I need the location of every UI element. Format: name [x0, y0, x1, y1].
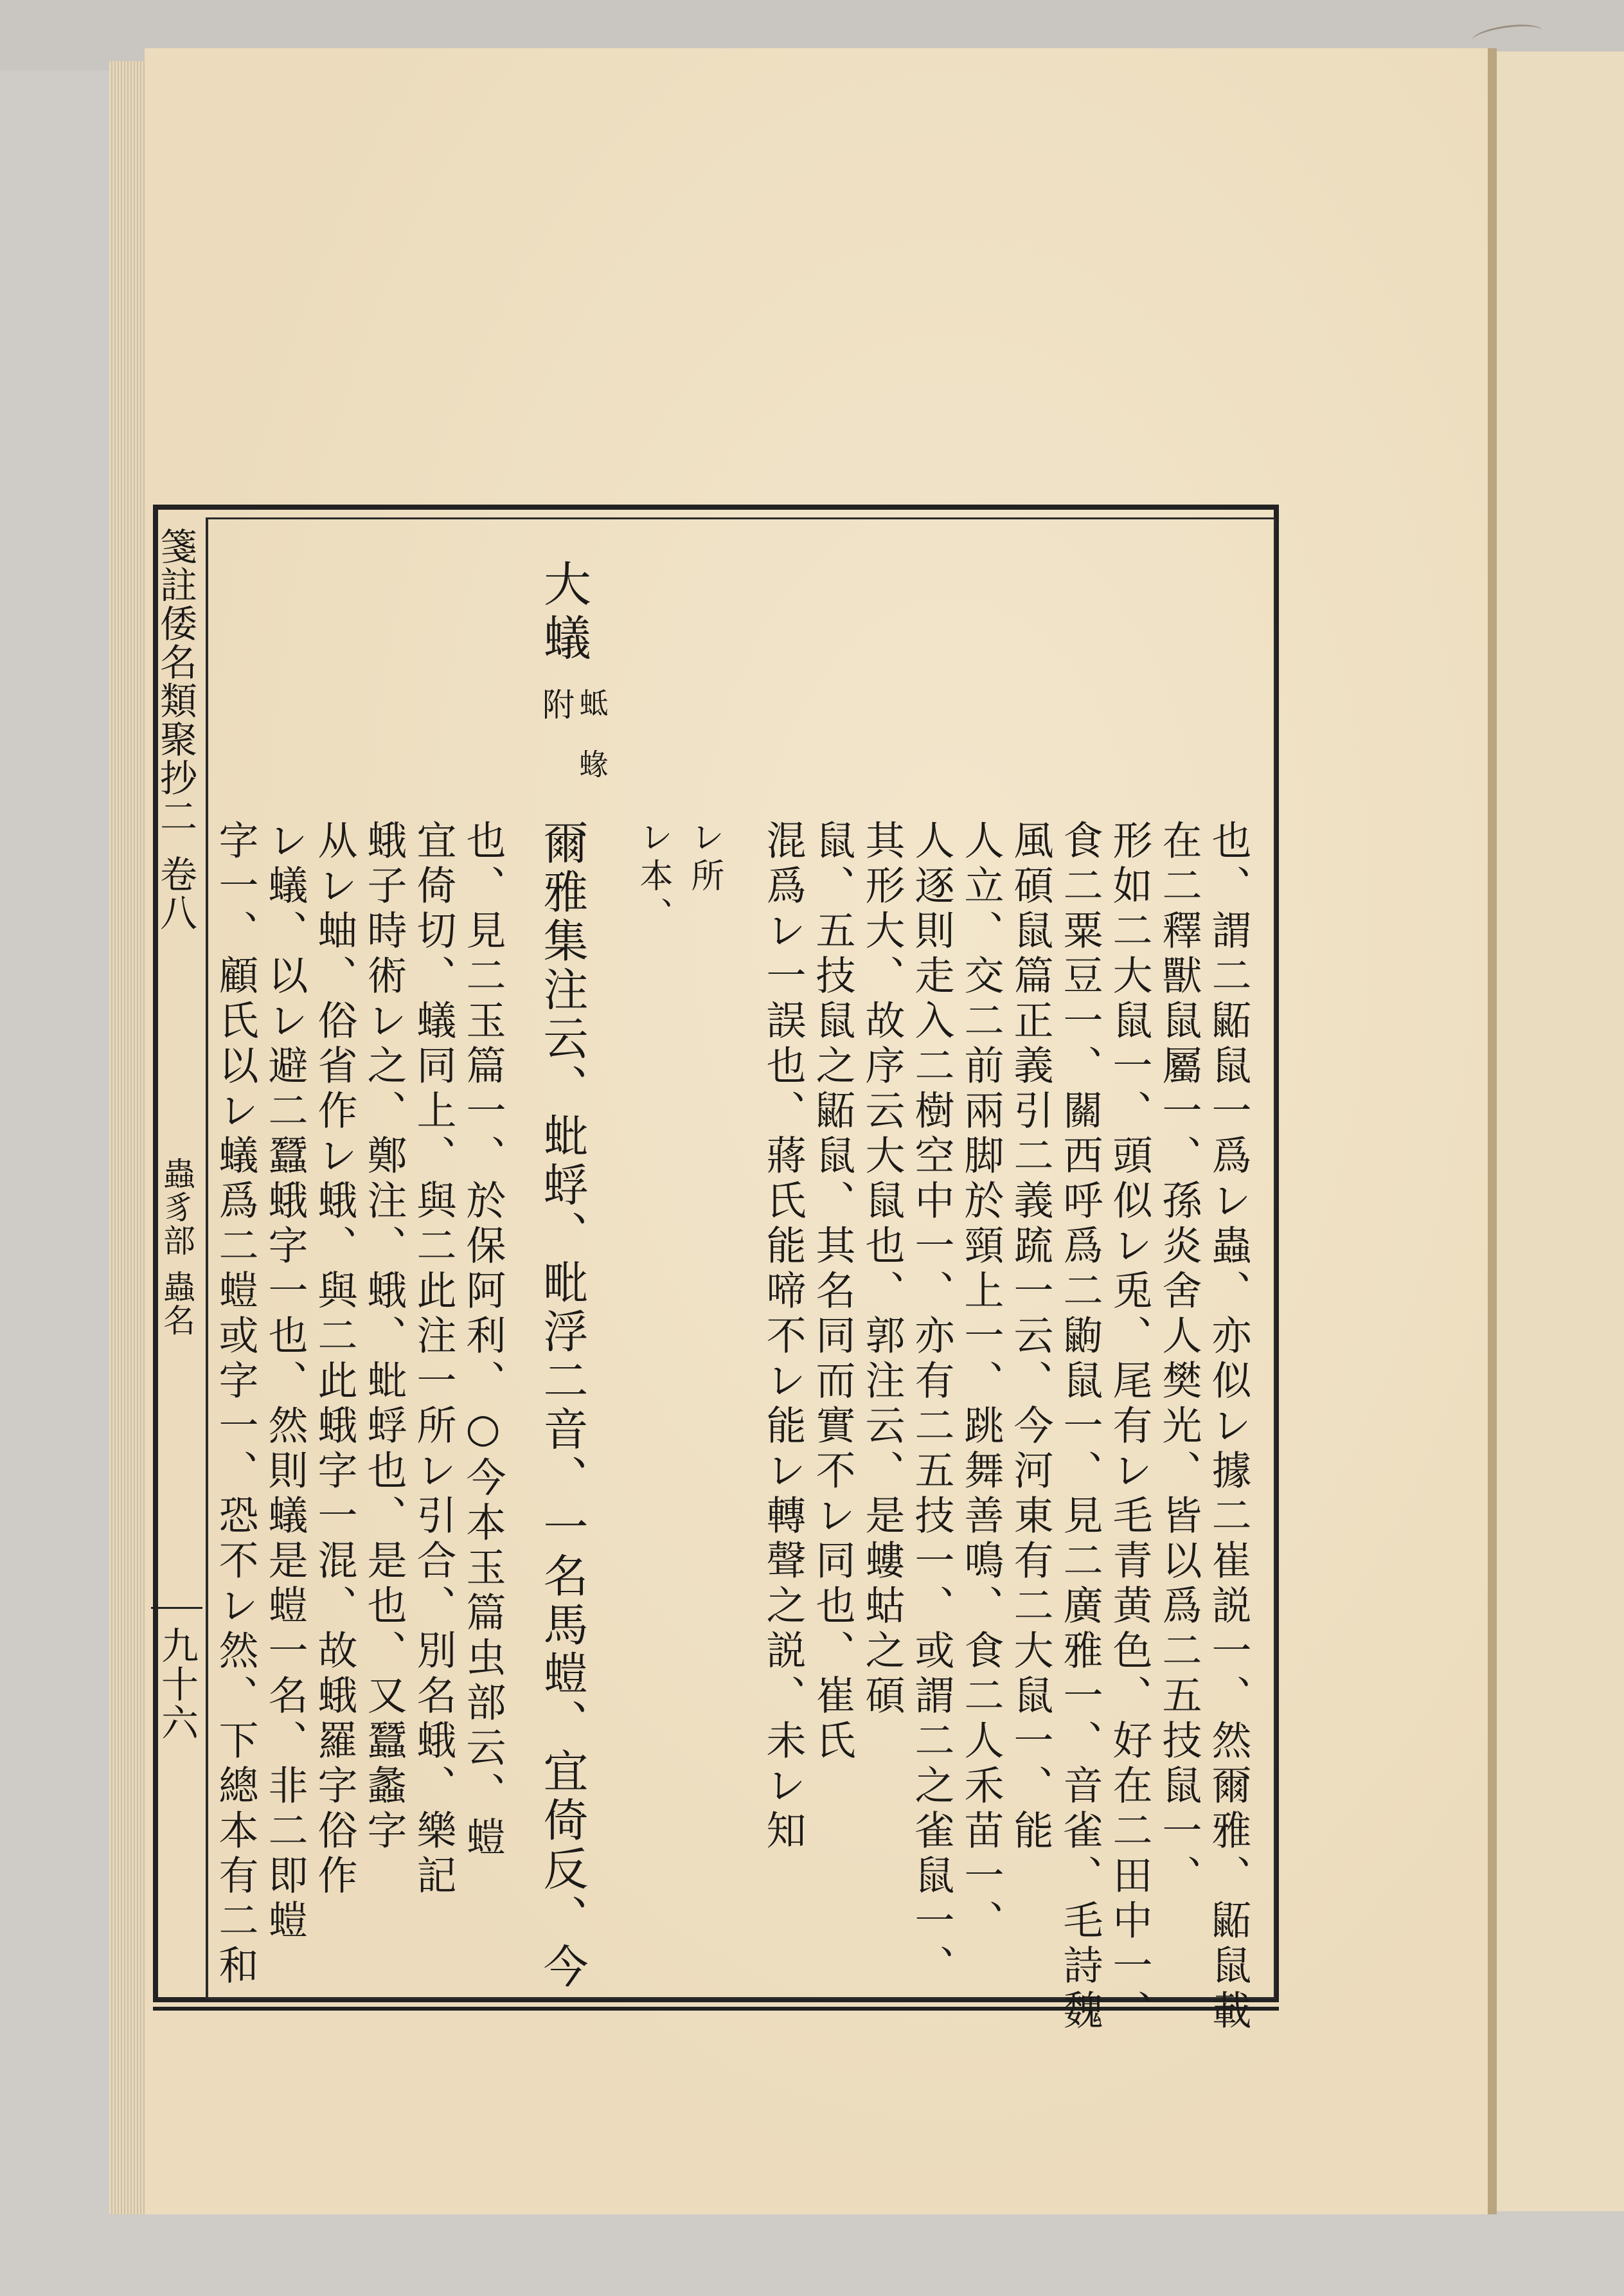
text-column: 形如二大鼠一、頭似レ兎、尾有レ毛青黄色、好在二田中一、 [1106, 820, 1153, 2034]
text-column: 也、見二玉篇一、於保阿利、○今本玉篇虫部云、螘 [460, 820, 506, 1861]
text-column: 字一、顧氏以レ蟻爲二螘或字一、恐不レ然、下總本有二和 [212, 820, 259, 1989]
text-column: 鼠、五技鼠之鼫鼠、其名同而實不レ同也、崔氏 [809, 820, 856, 1764]
entry-heading: 大蟻 [536, 559, 591, 667]
text-column: レ所 [685, 820, 724, 897]
text-column: 宜倚切、蟻同上、與二此注一所レ引合、別名蛾、樂記 [410, 820, 457, 1899]
text-column: 从レ蚰、俗省作レ蛾、與二此蛾字一混、故蛾羅字俗作 [311, 820, 358, 1899]
text-column: 蛾子時術レ之、鄭注、蛾、蚍蜉也、是也、又蠶蠡字 [361, 820, 407, 1854]
page-number: 九十六 [155, 1626, 199, 1742]
text-column: 食二粟豆一、關西呼爲二鼩鼠一、見二廣雅一、音雀、毛詩魏 [1057, 820, 1103, 2034]
margin-section: 蟲豸部蟲名 [158, 1157, 195, 1337]
text-column: 人逐則走入二樹空中一、亦有二五技一、或謂二之雀鼠一、 [908, 820, 955, 1989]
margin-divider [151, 1607, 202, 1609]
entry-note-item: 蝝 [575, 749, 609, 782]
text-column: 爾雅集注云、蚍蜉、毗浮二音、一名馬螘、宜倚反、今 [536, 820, 589, 1992]
text-column: 其形大、故序云大鼠也、郭注云、是螻蛄之碩 [859, 820, 906, 1719]
entry-note-item: 蚳 [575, 688, 609, 721]
book-gutter [1488, 48, 1497, 2214]
text-column: 人立、交二前兩脚於頸上一、跳舞善鳴、食二人禾苗一、 [958, 820, 1004, 1944]
text-column: 風碩鼠篇正義引二義䟽一云、今河東有二大鼠一、能 [1007, 820, 1054, 1854]
text-column: 也、謂二鼫鼠一爲レ蟲、亦似レ據二崔説一、然爾雅、鼫鼠載 [1205, 820, 1252, 2034]
margin-column [148, 514, 206, 2005]
text-column: 在二釋獸鼠屬一、孫炎舍人樊光、皆以爲二五技鼠一、 [1156, 820, 1202, 1899]
facing-page [1497, 51, 1624, 2211]
text-column: 混爲レ一誤也、蔣氏能啼不レ能レ轉聲之説、未レ知 [760, 820, 807, 1854]
text-column: レ本、 [634, 820, 672, 935]
margin-book-title: 箋註倭名類聚抄二卷八 [154, 527, 197, 932]
entry-note-label: 附 [537, 688, 575, 724]
text-column: レ蟻、以レ避二蠶蛾字一也、然則蟻是螘一名、非二即螘 [262, 820, 308, 1944]
